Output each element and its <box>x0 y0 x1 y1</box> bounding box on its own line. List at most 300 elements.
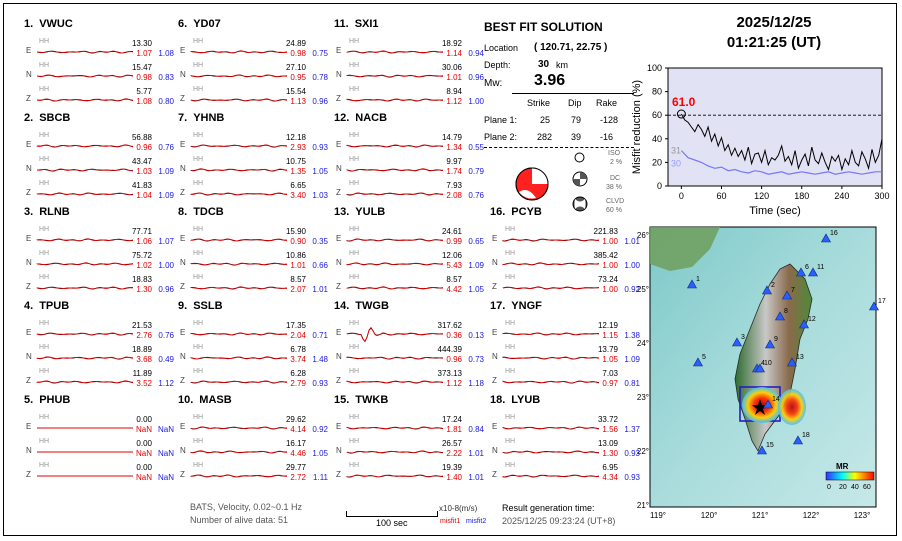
hh-label: HH <box>349 320 360 327</box>
amplitude-value: 11.89 <box>132 369 152 378</box>
waveform-trace <box>37 161 133 177</box>
hh-label: HH <box>349 368 360 375</box>
amplitude-value: 26.57 <box>441 439 462 448</box>
component-label: N <box>180 258 186 267</box>
amplitude-value: 0.00 <box>136 439 152 448</box>
station-panel <box>178 300 328 395</box>
component-label: E <box>180 46 186 55</box>
hh-label: HH <box>193 156 204 163</box>
misfit2-value: 1.05 <box>312 167 328 176</box>
waveform-trace <box>503 419 599 435</box>
misfit2-value: 0.96 <box>312 97 328 106</box>
station-panel <box>24 18 174 113</box>
component-label: Z <box>336 376 341 385</box>
hh-label: HH <box>39 132 50 139</box>
component-label: E <box>336 46 342 55</box>
amplitude-value: 6.95 <box>602 463 618 472</box>
waveform-trace <box>503 325 599 341</box>
amplitude-value: 15.54 <box>285 87 306 96</box>
hh-label: HH <box>193 86 204 93</box>
waveform-trace <box>347 67 443 83</box>
hh-label: HH <box>39 226 50 233</box>
channel-trace <box>334 182 484 209</box>
amplitude-value: 17.24 <box>441 415 462 424</box>
plane2-dip: 39 <box>571 132 582 142</box>
y-tick-label: 40 <box>651 133 662 144</box>
component-label: Z <box>26 470 31 479</box>
misfit1-value: 2.79 <box>290 379 306 388</box>
station-label: 15 <box>766 442 774 449</box>
station-label: 3 <box>741 334 745 341</box>
station-title <box>334 206 385 218</box>
hh-label: HH <box>39 462 50 469</box>
station-name: MASB <box>199 394 232 406</box>
station-panel <box>178 112 328 207</box>
station-label: 7 <box>791 287 795 294</box>
amplitude-value: 0.00 <box>136 415 152 424</box>
channel-trace <box>178 276 328 303</box>
station-panel <box>334 394 484 489</box>
misfit2-value: 0.81 <box>624 379 640 388</box>
component-label: E <box>26 328 32 337</box>
amplitude-value: 18.92 <box>441 39 462 48</box>
lon-tick-label: 121° <box>751 511 769 520</box>
synthetic-waveform <box>191 99 287 101</box>
waveform-trace <box>191 325 287 341</box>
station-panel <box>334 112 484 207</box>
misfit1-value: 1.12 <box>446 379 462 388</box>
misfit1-value: 2.22 <box>446 449 462 458</box>
station-label: 14 <box>772 396 780 403</box>
hh-label: HH <box>349 156 360 163</box>
misfit2-value: 1.05 <box>312 449 328 458</box>
amplitude-value: 18.83 <box>131 275 152 284</box>
mr-tick-label: 60 <box>863 484 871 491</box>
component-label: E <box>492 422 498 431</box>
depth-unit: km <box>556 60 568 70</box>
component-label: E <box>26 140 32 149</box>
station-number: 15. <box>334 394 350 406</box>
component-label: N <box>492 352 498 361</box>
hh-label: HH <box>349 132 360 139</box>
hh-label: HH <box>505 414 516 421</box>
amplitude-value: 14.79 <box>441 133 462 142</box>
hh-label: HH <box>505 344 516 351</box>
misfit2-value: 0.66 <box>312 261 328 270</box>
x-tick-label: 60 <box>716 191 727 201</box>
hh-label: HH <box>39 62 50 69</box>
iso-label: ISO <box>608 150 621 157</box>
component-label: E <box>492 234 498 243</box>
misfit2-value: 0.93 <box>624 449 640 458</box>
component-label: E <box>492 328 498 337</box>
synthetic-waveform <box>37 333 133 335</box>
waveform-trace <box>37 443 133 459</box>
station-name: YNGF <box>511 300 542 312</box>
misfit1-value: 1.00 <box>602 261 618 270</box>
misfit1-value: 1.05 <box>602 355 618 364</box>
misfit1-value: 3.68 <box>136 355 152 364</box>
station-title <box>334 112 387 124</box>
misfit1-value: 4.42 <box>446 285 462 294</box>
misfit2-value: 1.00 <box>158 261 174 270</box>
waveform-trace <box>347 325 443 341</box>
hh-label: HH <box>349 226 360 233</box>
waveform-trace <box>347 255 443 271</box>
station-panel <box>24 300 174 395</box>
plane-table-line <box>512 93 634 94</box>
plane2-rake: -16 <box>600 132 614 142</box>
component-label: N <box>180 164 186 173</box>
misfit2-value: 1.11 <box>313 473 328 482</box>
amplitude-value: 41.83 <box>131 181 152 190</box>
hh-label: HH <box>349 62 360 69</box>
legend-misfit1: misfit1 <box>440 518 461 525</box>
misfit1-value: 3.52 <box>136 379 152 388</box>
mw-value: 3.96 <box>534 72 566 89</box>
misfit1-value: 1.12 <box>446 97 462 106</box>
misfit2-value: NaN <box>157 449 174 458</box>
channel-trace <box>334 464 484 491</box>
lat-tick-label: 22° <box>636 447 649 456</box>
station-name: YHNB <box>193 112 225 124</box>
station-label: 18 <box>802 432 810 439</box>
station-label: 6 <box>805 264 809 271</box>
waveform-trace <box>191 43 287 59</box>
amplitude-value: 13.09 <box>597 439 618 448</box>
amplitude-value: 6.28 <box>290 369 306 378</box>
misfit1-value: 1.01 <box>290 261 306 270</box>
station-title <box>334 300 389 312</box>
channel-trace <box>490 464 640 491</box>
scale-bar <box>346 511 438 517</box>
hh-label: HH <box>39 320 50 327</box>
station-label: 4 <box>761 360 765 367</box>
component-label: N <box>26 352 32 361</box>
station-title <box>24 206 70 218</box>
component-label: N <box>492 446 498 455</box>
amplitude-value: 6.65 <box>290 181 306 190</box>
lon-tick-label: 122° <box>802 511 820 520</box>
hh-label: HH <box>349 344 360 351</box>
station-label: 9 <box>774 336 778 343</box>
synthetic-waveform <box>191 427 287 429</box>
misfit1-value: 1.00 <box>602 285 618 294</box>
waveform-trace <box>191 231 287 247</box>
depth-label: Depth: <box>484 60 511 70</box>
hh-label: HH <box>193 274 204 281</box>
misfit1-value: 0.90 <box>290 237 306 246</box>
plane1-label: Plane 1: <box>484 115 518 125</box>
synthetic-waveform <box>37 99 133 101</box>
station-number: 3. <box>24 206 34 218</box>
scale-label: 100 sec <box>376 518 408 528</box>
component-label: Z <box>180 470 185 479</box>
misfit2-value: 1.00 <box>624 261 640 270</box>
component-label: N <box>336 164 342 173</box>
station-number: 17. <box>490 300 506 312</box>
depth-value: 30 <box>538 59 550 70</box>
misfit1-value: 2.72 <box>290 473 306 482</box>
synthetic-waveform <box>191 451 287 453</box>
waveform-trace <box>37 231 133 247</box>
waveform-trace <box>503 231 599 247</box>
hh-label: HH <box>193 226 204 233</box>
hh-label: HH <box>193 438 204 445</box>
component-label: N <box>26 258 32 267</box>
clvd-icon <box>572 196 588 212</box>
misfit1-value: 0.96 <box>446 355 462 364</box>
station-title <box>490 300 542 312</box>
amplitude-value: 8.57 <box>446 275 462 284</box>
report-frame <box>3 3 897 536</box>
synthetic-waveform <box>37 75 133 77</box>
station-number: 13. <box>334 206 350 218</box>
hh-label: HH <box>349 86 360 93</box>
hh-label: HH <box>505 274 516 281</box>
hh-label: HH <box>39 156 50 163</box>
footer-info1: BATS, Velocity, 0.02~0.1 Hz <box>190 502 302 512</box>
component-label: N <box>180 352 186 361</box>
station-number: 8. <box>178 206 188 218</box>
hh-label: HH <box>193 62 204 69</box>
station-name: TPUB <box>39 300 70 312</box>
amplitude-value: 12.19 <box>597 321 618 330</box>
misfit2-value: 1.03 <box>312 191 328 200</box>
component-label: Z <box>180 188 185 197</box>
event-time: 01:21:25 (UT) <box>726 34 822 51</box>
misfit2-value: 0.76 <box>158 331 174 340</box>
waveform-trace <box>37 349 133 365</box>
misfit2-value: 1.01 <box>468 473 484 482</box>
waveform-trace <box>37 67 133 83</box>
amplitude-value: 7.03 <box>602 369 618 378</box>
station-title <box>334 394 388 406</box>
amplitude-value: 13.30 <box>131 39 152 48</box>
misfit1-value: 1.02 <box>136 261 152 270</box>
station-number: 7. <box>178 112 188 124</box>
component-label: Z <box>26 282 31 291</box>
misfit2-value: 0.78 <box>312 73 328 82</box>
misfit2-value: 1.01 <box>624 237 640 246</box>
misfit2-value: 1.38 <box>624 331 640 340</box>
misfit1-value: 4.46 <box>290 449 306 458</box>
waveform-trace <box>347 467 443 483</box>
station-name: SBCB <box>39 112 71 124</box>
misfit2-value: 0.92 <box>312 425 328 434</box>
misfit1-value: 0.95 <box>290 73 306 82</box>
station-number: 6. <box>178 18 188 30</box>
hh-label: HH <box>39 274 50 281</box>
amplitude-value: 19.39 <box>441 463 462 472</box>
misfit1-value: 0.36 <box>446 331 462 340</box>
waveform-trace <box>503 349 599 365</box>
mr-tick-label: 0 <box>827 484 831 491</box>
amplitude-value: 10.86 <box>285 251 306 260</box>
lon-tick-label: 123° <box>853 511 871 520</box>
waveform-trace <box>347 419 443 435</box>
event-date: 2025/12/25 <box>736 14 812 31</box>
station-panel <box>490 206 640 301</box>
channel-trace <box>490 276 640 303</box>
misfit1-value: 0.99 <box>446 237 462 246</box>
hh-label: HH <box>39 438 50 445</box>
waveform-trace <box>191 91 287 107</box>
station-name: PHUB <box>39 394 71 406</box>
station-number: 18. <box>490 394 506 406</box>
station-name: VWUC <box>39 18 73 30</box>
station-title <box>24 394 70 406</box>
misfit2-value: 0.93 <box>312 143 328 152</box>
misfit1-value: 3.74 <box>290 355 306 364</box>
misfit1-value: 1.30 <box>136 285 152 294</box>
amplitude-value: 73.24 <box>597 275 618 284</box>
station-number: 10. <box>178 394 194 406</box>
misfit1-value: 1.30 <box>602 449 618 458</box>
misfit2-value: 1.37 <box>624 425 640 434</box>
misfit1-value: 1.08 <box>136 97 152 106</box>
misfit1-value: 2.76 <box>136 331 152 340</box>
hh-label: HH <box>193 320 204 327</box>
misfit1-value: NaN <box>135 473 152 482</box>
misfit2-value: 0.96 <box>158 285 174 294</box>
station-panel <box>334 300 484 395</box>
hh-label: HH <box>193 368 204 375</box>
station-label: 13 <box>796 354 804 361</box>
mw-label: Mw: <box>484 78 503 89</box>
clvd-label: CLVD <box>606 198 625 205</box>
solution-panel <box>482 18 642 218</box>
amplitude-value: 17.35 <box>285 321 306 330</box>
mr-tick-label: 40 <box>851 484 859 491</box>
station-name: YULB <box>355 206 386 218</box>
station-label: 10 <box>764 360 772 367</box>
amplitude-value: 373.13 <box>437 369 462 378</box>
waveform-trace <box>503 467 599 483</box>
lon-tick-label: 119° <box>650 511 666 520</box>
amplitude-value: 30.06 <box>441 63 462 72</box>
hh-label: HH <box>39 38 50 45</box>
channel-trace <box>24 464 174 491</box>
waveform-trace <box>191 255 287 271</box>
misfit2-value: NaN <box>157 473 174 482</box>
gen-time-value: 2025/12/25 09:23:24 (UT+8) <box>502 516 616 526</box>
amplitude-value: 56.88 <box>131 133 152 142</box>
hh-label: HH <box>39 344 50 351</box>
misfit1-value: 2.04 <box>290 331 306 340</box>
waveform-trace <box>37 185 133 201</box>
header-dip: Dip <box>568 98 582 108</box>
amplitude-value: 24.61 <box>441 227 462 236</box>
header-strike: Strike <box>527 98 551 108</box>
synthetic-waveform <box>503 287 599 289</box>
mr-tick-label: 20 <box>839 484 847 491</box>
x-tick-label: 0 <box>678 191 684 201</box>
station-panel <box>24 394 174 489</box>
y-tick-label: 20 <box>651 157 662 168</box>
component-label: Z <box>180 376 185 385</box>
amplitude-value: 221.83 <box>593 227 618 236</box>
component-label: N <box>336 352 342 361</box>
station-name: TWKB <box>355 394 389 406</box>
y-tick-label: 80 <box>651 86 662 97</box>
misfit1-value: 3.40 <box>290 191 306 200</box>
station-number: 16. <box>490 206 506 218</box>
hh-label: HH <box>39 368 50 375</box>
mr-label: MR <box>836 462 849 471</box>
misfit1-value: 1.14 <box>446 49 462 58</box>
waveform-trace <box>191 67 287 83</box>
waveform-trace <box>37 91 133 107</box>
scale-unit: x10-8(m/s) <box>439 504 478 513</box>
component-label: Z <box>336 188 341 197</box>
misfit1-value: NaN <box>135 449 152 458</box>
component-label: Z <box>26 376 31 385</box>
x-tick-label: 300 <box>874 191 890 201</box>
hh-label: HH <box>505 320 516 327</box>
amplitude-value: 29.77 <box>285 463 306 472</box>
misfit2-value: 0.93 <box>312 379 328 388</box>
component-label: Z <box>180 282 185 291</box>
misfit1-value: 1.34 <box>446 143 462 152</box>
synthetic-waveform <box>191 475 287 477</box>
amplitude-value: 13.79 <box>597 345 618 354</box>
channel-trace <box>490 370 640 397</box>
misfit2-value: 0.80 <box>158 97 174 106</box>
amplitude-value: 16.17 <box>285 439 306 448</box>
misfit1-value: 1.56 <box>602 425 618 434</box>
misfit1-value: 1.15 <box>602 331 618 340</box>
y-axis-label: Misfit reduction (%) <box>631 79 643 175</box>
component-label: Z <box>492 470 497 479</box>
plane1-dip: 79 <box>571 115 582 125</box>
misfit2-value: 0.83 <box>158 73 174 82</box>
synthetic-waveform <box>347 193 443 195</box>
misfit1-value: 1.06 <box>136 237 152 246</box>
channel-trace <box>334 88 484 115</box>
misfit1-value: 1.07 <box>136 49 152 58</box>
amplitude-value: 0.00 <box>136 463 152 472</box>
station-panel <box>24 206 174 301</box>
solution-title: BEST FIT SOLUTION <box>484 20 603 34</box>
x-tick-label: 120 <box>754 191 770 201</box>
hh-label: HH <box>349 180 360 187</box>
waveform-trace <box>347 279 443 295</box>
hh-label: HH <box>505 250 516 257</box>
legend-misfit2: misfit2 <box>466 518 487 525</box>
waveform-trace <box>347 91 443 107</box>
hh-label: HH <box>349 274 360 281</box>
waveform-trace <box>347 349 443 365</box>
component-label: N <box>336 258 342 267</box>
station-name: SSLB <box>193 300 223 312</box>
amplitude-value: 15.90 <box>285 227 306 236</box>
hh-label: HH <box>39 180 50 187</box>
amplitude-value: 12.06 <box>441 251 462 260</box>
x-tick-label: 240 <box>834 191 850 201</box>
iso-icon <box>574 152 585 163</box>
misfit2-value: 1.12 <box>158 379 174 388</box>
station-number: 12. <box>334 112 350 124</box>
x-axis-label: Time (sec) <box>749 205 801 217</box>
waveform-trace <box>503 279 599 295</box>
waveform-trace <box>191 161 287 177</box>
location-value: ( 120.71, 22.75 ) <box>534 42 608 53</box>
misfit2-value: 1.09 <box>158 191 174 200</box>
amplitude-value: 12.18 <box>285 133 306 142</box>
misfit2-value: 1.09 <box>468 261 484 270</box>
amplitude-value: 385.42 <box>593 251 618 260</box>
